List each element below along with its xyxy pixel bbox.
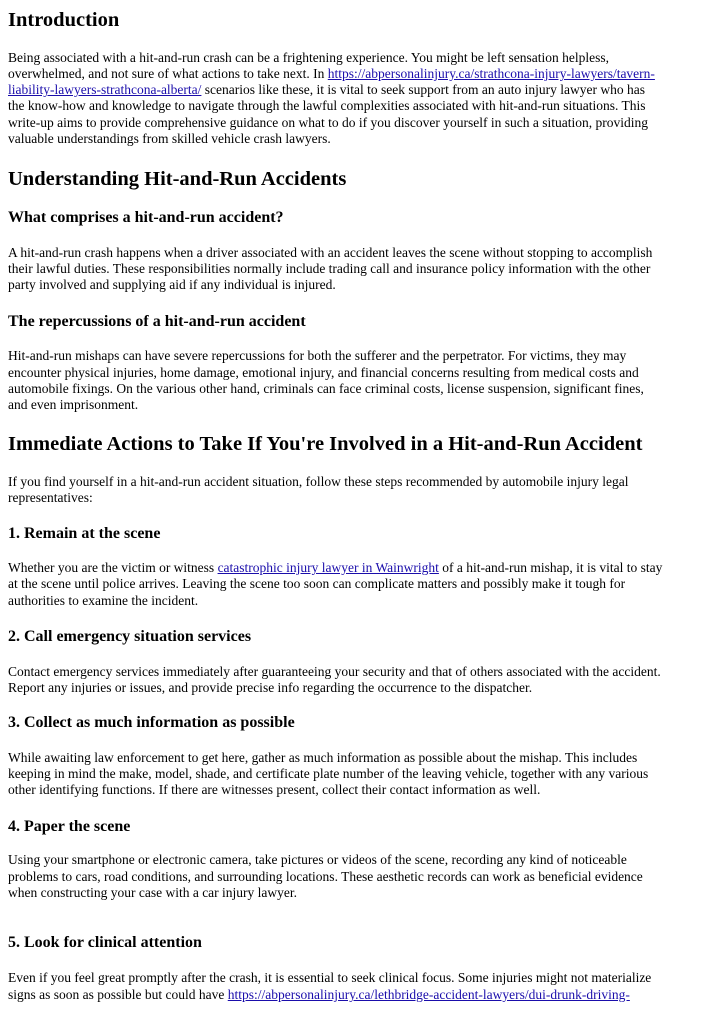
what-line-3: party involved and supplying aid if any individual is injured.: [8, 277, 336, 292]
call-line-2: Report any injuries or issues, and provide precise info regarding the occurrence to the dispatcher.: [8, 680, 533, 695]
paper-line-3: when constructing your case with a car injury lawyer.: [8, 885, 298, 900]
paper-line-1: Using your smartphone or electronic camera, take pictures or videos of the scene, recording any kind of noticeable: [8, 852, 627, 867]
clinical-line-1: Even if you feel great promptly after the crash, it is essential to seek clinical focus. Some injuries might not materialize: [8, 970, 652, 985]
collect-line-2: keeping in mind the make, model, shade, and certificate plate number of the leaving vehicle, together with any various: [8, 766, 649, 781]
intro-line-1: Being associated with a hit-and-run crash can be a frightening experience. You might be left sensation helpless,: [8, 50, 609, 65]
intro-line-3: liability-lawyers-strathcona-alberta/ scenarios like these, it is vital to seek support from an auto injury lawyer who has: [8, 82, 645, 97]
subheading-repercussions: The repercussions of a hit-and-run accident: [8, 313, 306, 330]
rep-line-2: encounter physical injuries, home damage, emotional injury, and financial concerns resulting from medical costs and: [8, 365, 639, 380]
link-catastrophic-injury-lawyer[interactable]: catastrophic injury lawyer in Wainwright: [217, 560, 439, 575]
clinical-line-2: signs as soon as possible but could have https://abpersonalinjury.ca/lethbridge-accident-lawyers/dui-drunk-driving-: [8, 987, 630, 1002]
intro-line-2: overwhelmed, and not sure of what actions to take next. In https://abpersonalinjury.ca/strathcona-injury-lawyers/tavern-: [8, 66, 655, 81]
heading-introduction: Introduction: [8, 9, 120, 31]
collect-line-1: While awaiting law enforcement to get here, gather as much information as possible about the mishap. This includes: [8, 750, 638, 765]
rep-line-4: and even imprisonment.: [8, 397, 139, 412]
imm-line-2: representatives:: [8, 490, 93, 505]
remain-line-2: at the scene until police arrives. Leaving the scene too soon can complicate matters and possibly make it tough for: [8, 576, 626, 591]
call-line-1: Contact emergency services immediately after guaranteeing your security and that of others associated with the accident.: [8, 664, 661, 679]
intro-line-6: valuable understandings from skilled vehicle crash lawyers.: [8, 131, 331, 146]
subheading-collect-info: 3. Collect as much information as possible: [8, 714, 295, 731]
subheading-what-comprises: What comprises a hit-and-run accident?: [8, 209, 284, 226]
subheading-paper-scene: 4. Paper the scene: [8, 818, 131, 835]
intro-line-4: the know-how and knowledge to navigate through the lawful complexities associated with hit-and-run situations. This: [8, 98, 646, 113]
rep-line-3: automobile fixings. On the various other hand, criminals can face criminal costs, license suspension, significant fines,: [8, 381, 644, 396]
subheading-call-emergency: 2. Call emergency situation services: [8, 628, 252, 645]
link-tavern-liability-lawyers[interactable]: https://abpersonalinjury.ca/strathcona-injury-lawyers/tavern-: [327, 66, 655, 81]
heading-immediate-actions: Immediate Actions to Take If You're Involved in a Hit-and-Run Accident: [8, 433, 643, 455]
intro-line-5: write-up aims to provide comprehensive guidance on what to do if you discover yourself in such a situation, providing: [8, 115, 648, 130]
heading-understanding: Understanding Hit-and-Run Accidents: [8, 168, 347, 190]
subheading-clinical-attention: 5. Look for clinical attention: [8, 934, 202, 951]
remain-line-1: Whether you are the victim or witness catastrophic injury lawyer in Wainwright of a hit-and-run mishap, it is vital to stay: [8, 560, 663, 575]
rep-line-1: Hit-and-run mishaps can have severe repercussions for both the sufferer and the perpetrator. For victims, they may: [8, 348, 627, 363]
remain-line-3: authorities to examine the incident.: [8, 593, 199, 608]
paper-line-2: problems to cars, road conditions, and surrounding locations. These aesthetic records can work as beneficial evidence: [8, 869, 643, 884]
collect-line-3: other identifying functions. If there are witnesses present, collect their contact information as well.: [8, 782, 541, 797]
what-line-2: their lawful duties. These responsibilities normally include trading call and insurance policy information with the other: [8, 261, 651, 276]
what-line-1: A hit-and-run crash happens when a driver associated with an accident leaves the scene without stopping to accomplish: [8, 245, 653, 260]
link-dui-drunk-driving[interactable]: https://abpersonalinjury.ca/lethbridge-accident-lawyers/dui-drunk-driving-: [227, 987, 630, 1002]
subheading-remain-at-scene: 1. Remain at the scene: [8, 525, 161, 542]
link-tavern-liability-lawyers-cont[interactable]: liability-lawyers-strathcona-alberta/: [8, 82, 202, 97]
imm-line-1: If you find yourself in a hit-and-run accident situation, follow these steps recommended by automobile injury legal: [8, 474, 629, 489]
